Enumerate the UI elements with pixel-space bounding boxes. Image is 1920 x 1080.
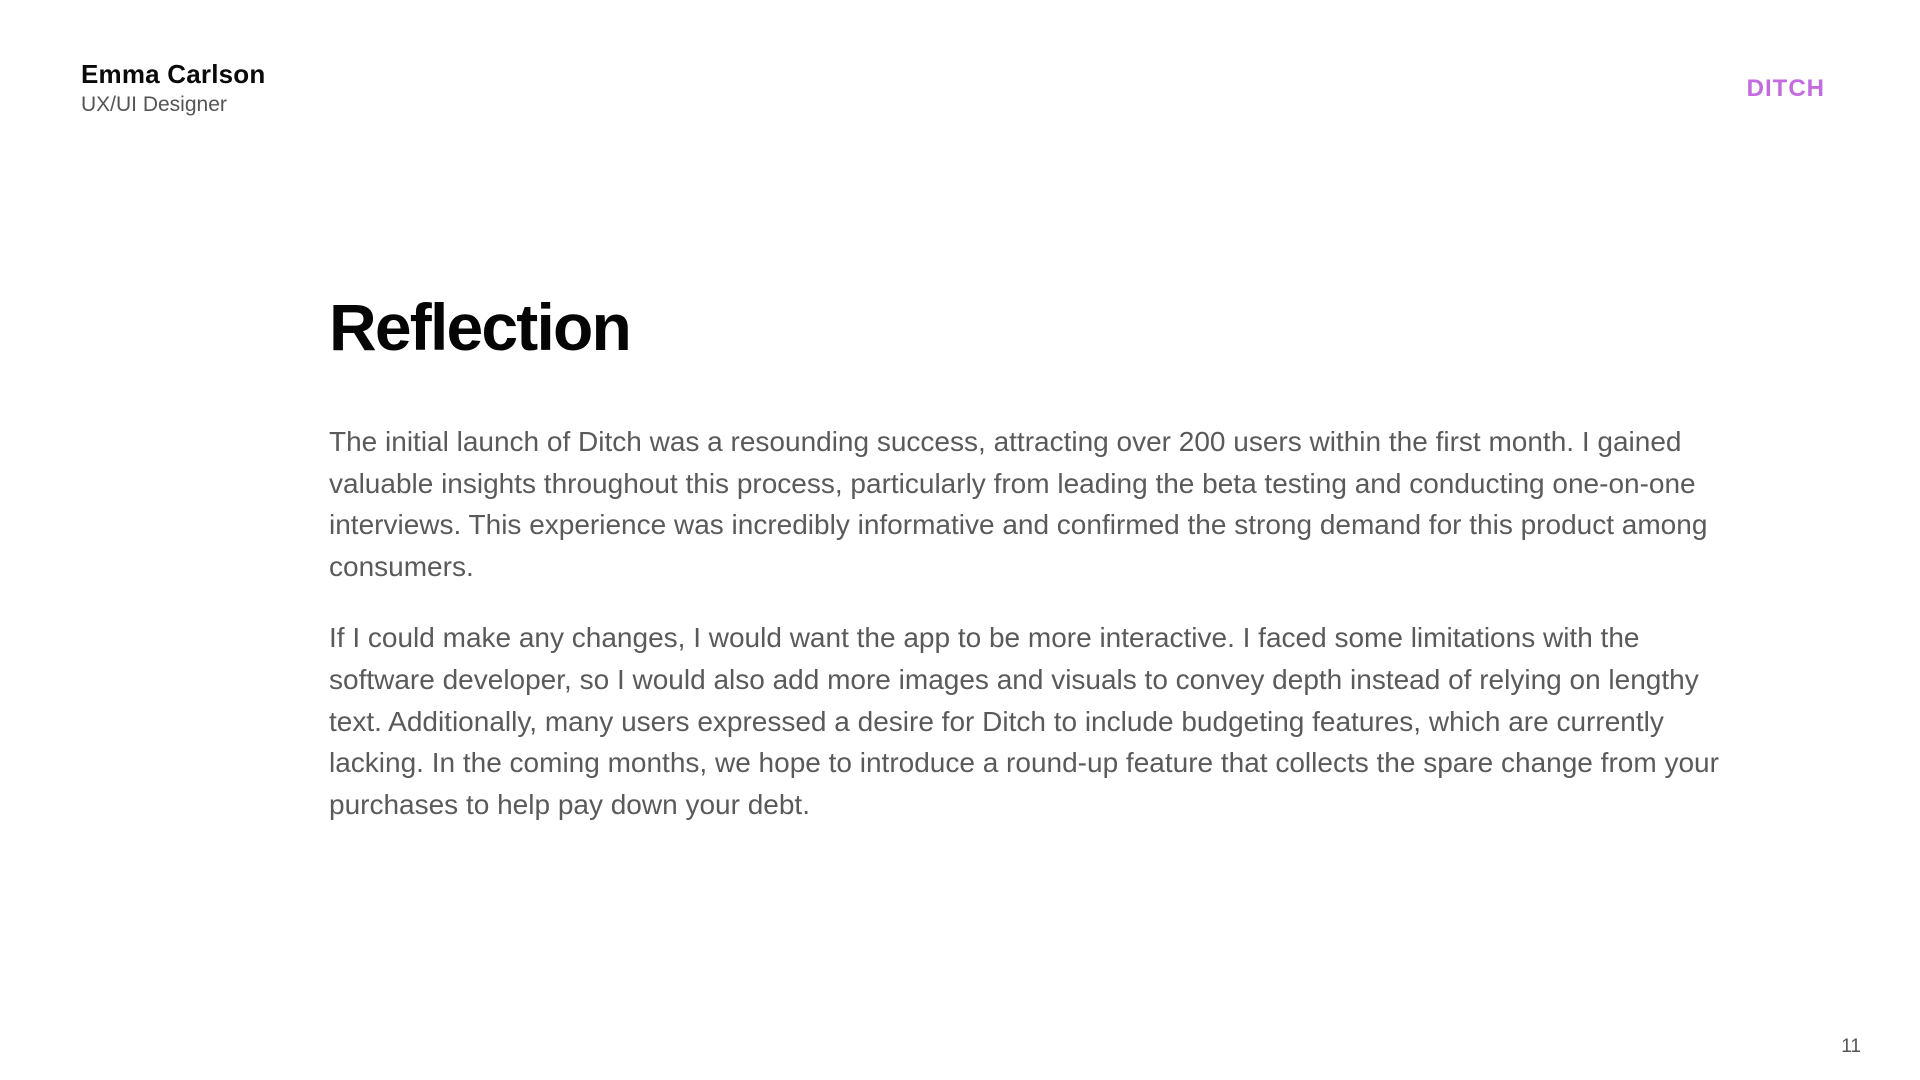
author-block (81, 58, 265, 119)
author-name: Emma Carlson (81, 59, 266, 89)
brand-label: DITCH (1746, 75, 1825, 102)
author-role: UX/UI Designer (81, 93, 227, 116)
main-content (329, 285, 1749, 825)
page-number: 11 (1841, 1036, 1861, 1057)
paragraph-2: If I could make any changes, I would want the app to be more interactive. I faced some limitations with the software developer, so I would also add more images and visuals to convey depth instead of relying on lengthy text. Additionally, many users expressed a desire for Ditch to include budgeting features, which are currently lacking. In the coming months, we hope to introduce a round-up feature that collects the spare change from your purchases to help pay down your debt. (329, 622, 1719, 820)
page-title: Reflection (329, 290, 631, 364)
paragraph-1: The initial launch of Ditch was a resounding success, attracting over 200 users within the first month. I gained valuable insights throughout this process, particularly from leading the beta testing and conducting one-on-one interviews. This experience was incredibly informative and confirmed the strong demand for this product among consumers. (329, 426, 1708, 582)
